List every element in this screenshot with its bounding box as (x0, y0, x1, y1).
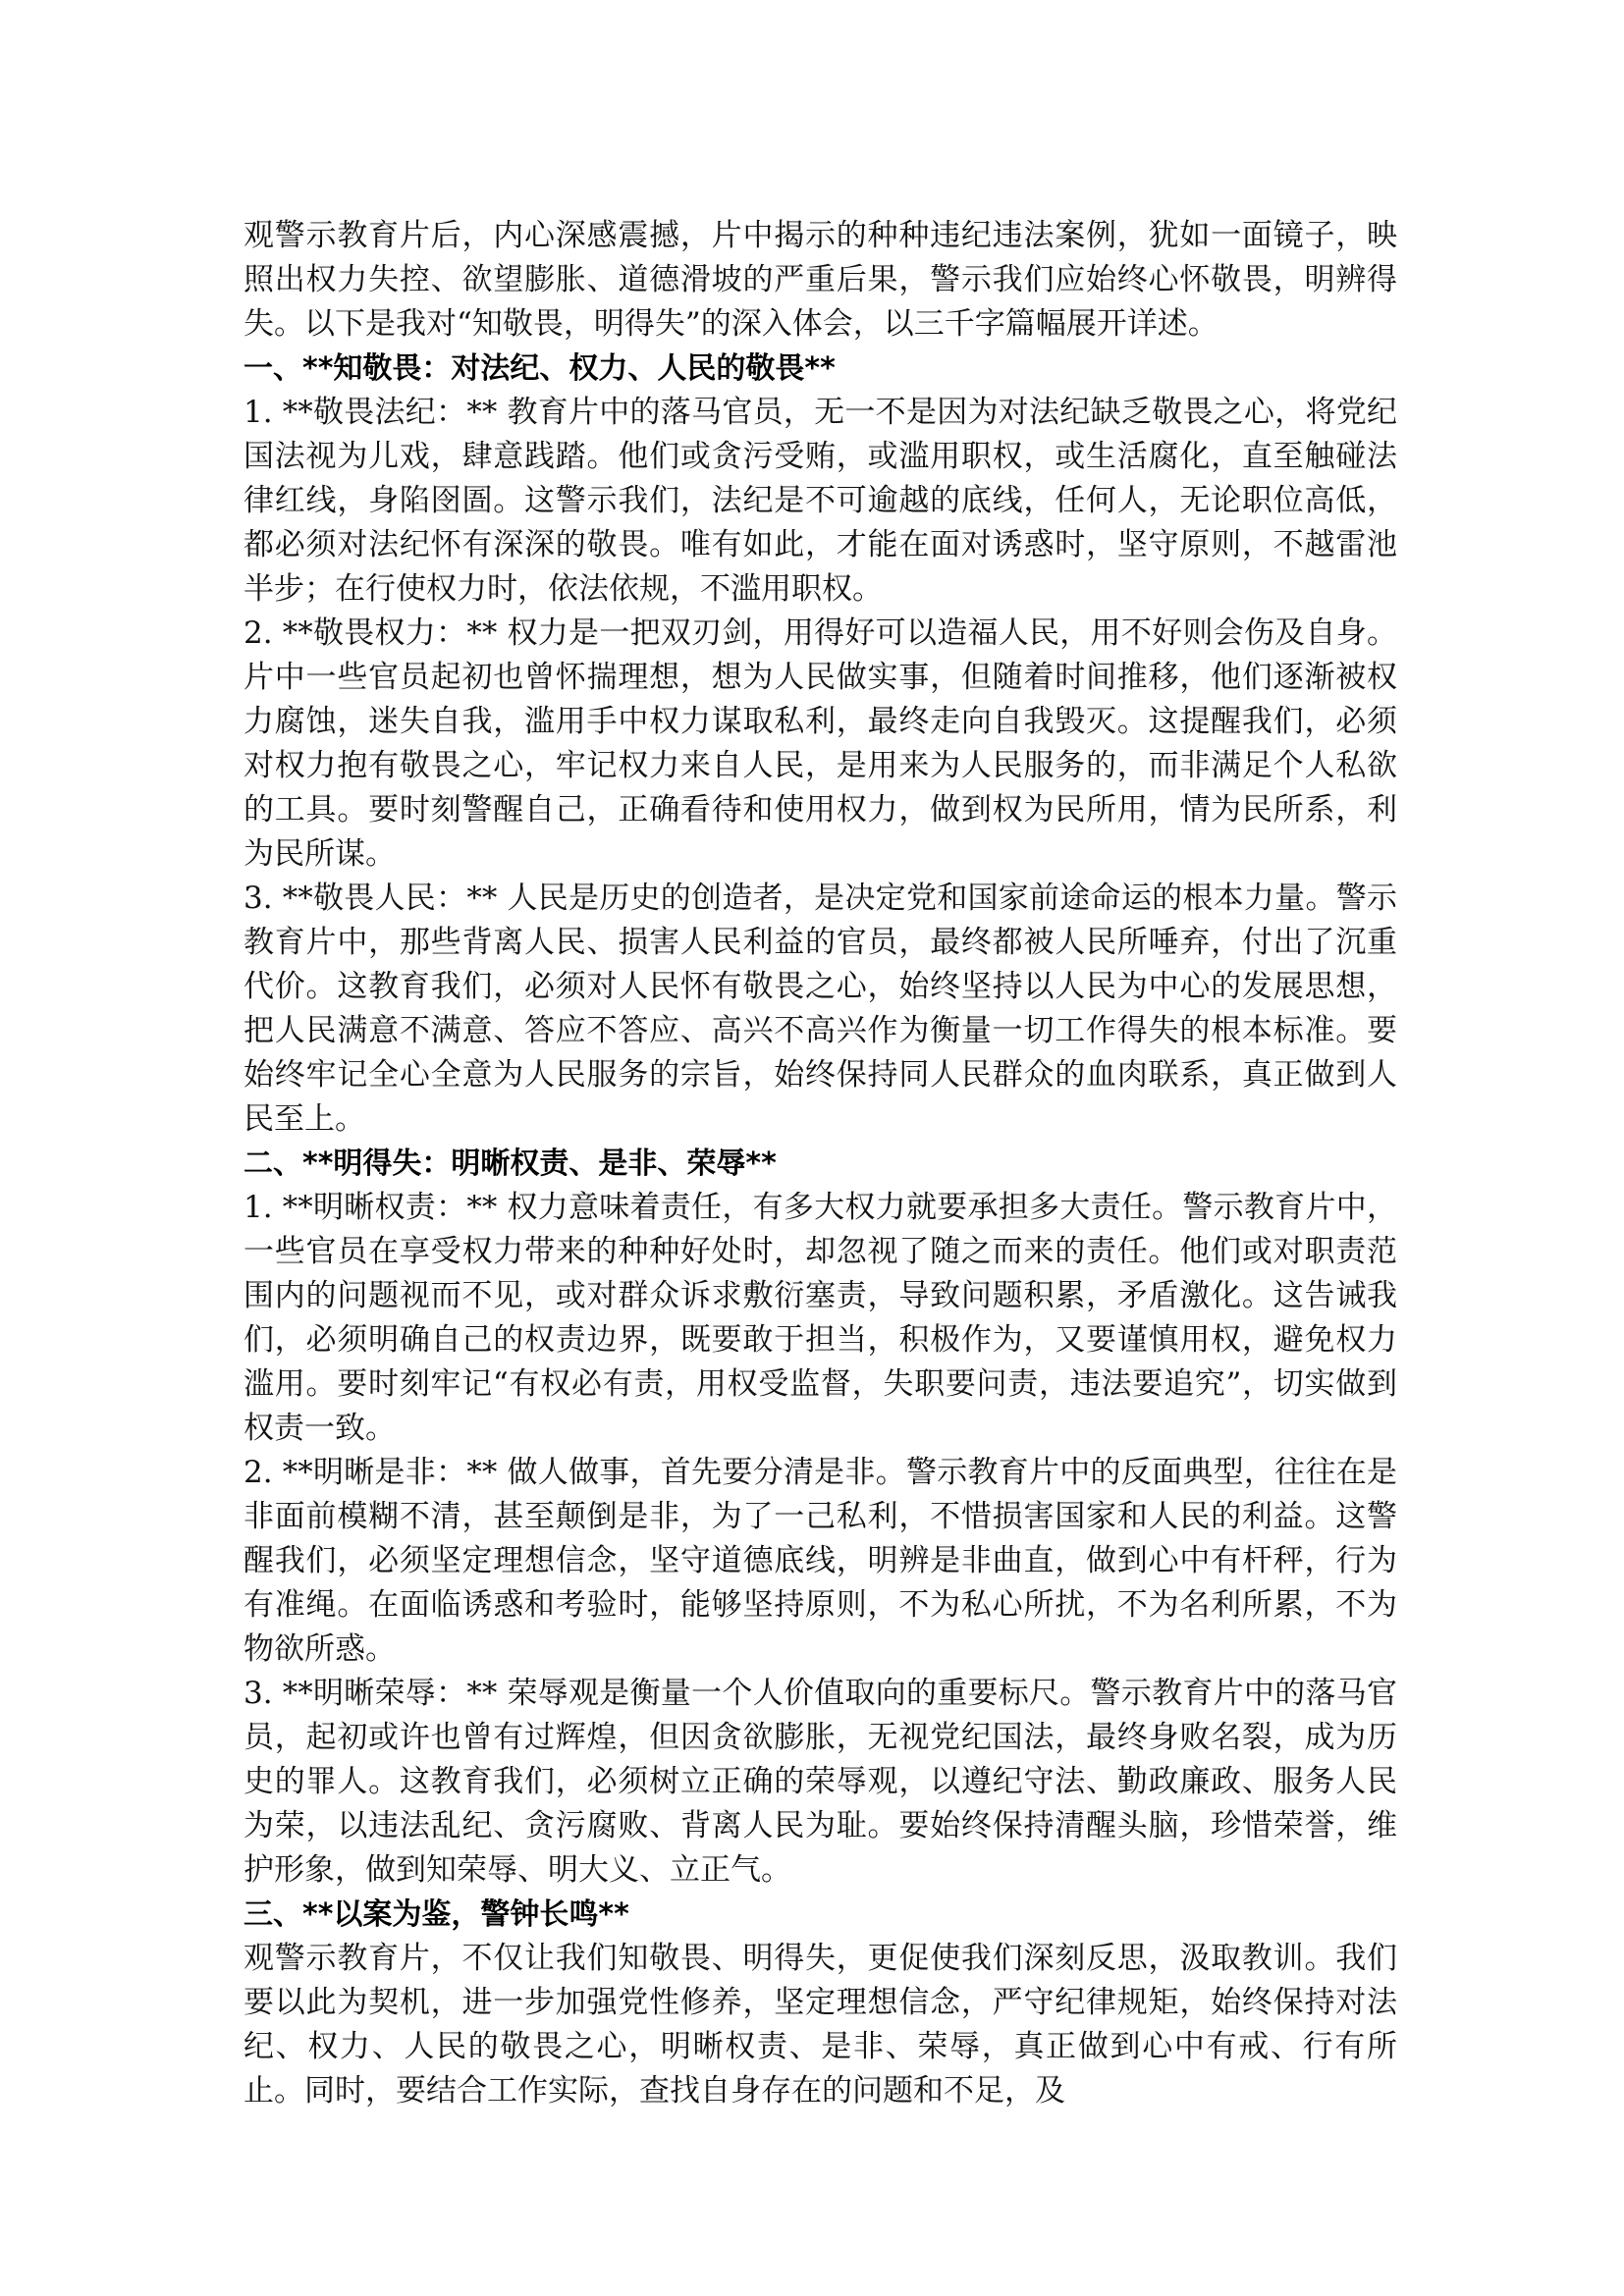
section-item: 1. **明晰权责：** 权力意味着责任，有多大权力就要承担多大责任。警示教育片中，一些官员在享受权力带来的种种好处时，却忽视了随之而来的责任。他们或对职责范围内的问题视而不见，或对群众诉求敷衍塞责，导致问题积累，矛盾激化。这告诫我们，必须明确自己的权责边界，既要敢于担当，积极作为，又要谨慎用权，避免权力滥用。要时刻牢记“有权必有责，用权受监督，失职要问责，违法要追究”，切实做到权责一致。 (244, 1190, 1397, 1446)
section-item: 观警示教育片，不仅让我们知敬畏、明得失，更促使我们深刻反思，汲取教训。我们要以此为契机，进一步加强党性修养，坚定理想信念，严守纪律规矩，始终保持对法纪、权力、人民的敬畏之心，明晰权责、是非、荣辱，真正做到心中有戒、行有所止。同时，要结合工作实际，查找自身存在的问题和不足，及 (244, 1941, 1397, 2109)
section-gains-losses (244, 1142, 1397, 1893)
section-item: 2. **敬畏权力：** 权力是一把双刃剑，用得好可以造福人民，用不好则会伤及自身。片中一些官员起初也曾怀揣理想，想为人民做实事，但随着时间推移，他们逐渐被权力腐蚀，迷失自我，滥用手中权力谋取私利，最终走向自我毁灭。这提醒我们，必须对权力抱有敬畏之心，牢记权力来自人民，是用来为人民服务的，而非满足个人私欲的工具。要时刻警醒自己，正确看待和使用权力，做到权为民所用，情为民所系，利为民所谋。 (244, 615, 1397, 872)
section-lessons (244, 1893, 1397, 2113)
section-item: 3. **明晰荣辱：** 荣辱观是衡量一个人价值取向的重要标尺。警示教育片中的落马官员，起初或许也曾有过辉煌，但因贪欲膨胀，无视党纪国法，最终身败名裂，成为历史的罪人。这教育我们，必须树立正确的荣辱观，以遵纪守法、勤政廉政、服务人民为荣，以违法乱纪、贪污腐败、背离人民为耻。要始终保持清醒头脑，珍惜荣誉，维护形象，做到知荣辱、明大义、立正气。 (244, 1676, 1397, 1888)
section-item: 3. **敬畏人民：** 人民是历史的创造者，是决定党和国家前途命运的根本力量。警示教育片中，那些背离人民、损害人民利益的官员，最终都被人民所唾弃，付出了沉重代价。这教育我们，必须对人民怀有敬畏之心，始终坚持以人民为中心的发展思想，把人民满意不满意、答应不答应、高兴不高兴作为衡量一切工作得失的根本标准。要始终牢记全心全意为人民服务的宗旨，始终保持同人民群众的血肉联系，真正做到人民至上。 (244, 881, 1397, 1137)
section-heading: 一、**知敬畏：对法纪、权力、人民的敬畏** (244, 351, 836, 386)
document-page (244, 214, 1397, 2113)
section-respect (244, 347, 1397, 1142)
section-item: 2. **明晰是非：** 做人做事，首先要分清是非。警示教育片中的反面典型，往往在是非面前模糊不清，甚至颠倒是非，为了一己私利，不惜损害国家和人民的利益。这警醒我们，必须坚定理想信念，坚守道德底线，明辨是非曲直，做到心中有杆秤，行为有准绳。在面临诱惑和考验时，能够坚持原则，不为私心所扰，不为名利所累，不为物欲所惑。 (244, 1455, 1397, 1667)
section-item: 1. **敬畏法纪：** 教育片中的落马官员，无一不是因为对法纪缺乏敬畏之心，将党纪国法视为儿戏，肆意践踏。他们或贪污受贿，或滥用职权，或生活腐化，直至触碰法律红线，身陷囹圄。这警示我们，法纪是不可逾越的底线，任何人，无论职位高低，都必须对法纪怀有深深的敬畏。唯有如此，才能在面对诱惑时，坚守原则，不越雷池半步；在行使权力时，依法依规，不滥用职权。 (244, 395, 1397, 607)
intro-paragraph: 观警示教育片后，内心深感震撼，片中揭示的种种违纪违法案例，犹如一面镜子，映照出权力失控、欲望膨胀、道德滑坡的严重后果，警示我们应始终心怀敬畏，明辨得失。以下是我对“知敬畏，明得失”的深入体会，以三千字篇幅展开详述。 (244, 218, 1397, 342)
section-heading: 三、**以案为鉴，警钟长鸣** (244, 1897, 629, 1932)
section-heading: 二、**明得失：明晰权责、是非、荣辱** (244, 1147, 777, 1181)
